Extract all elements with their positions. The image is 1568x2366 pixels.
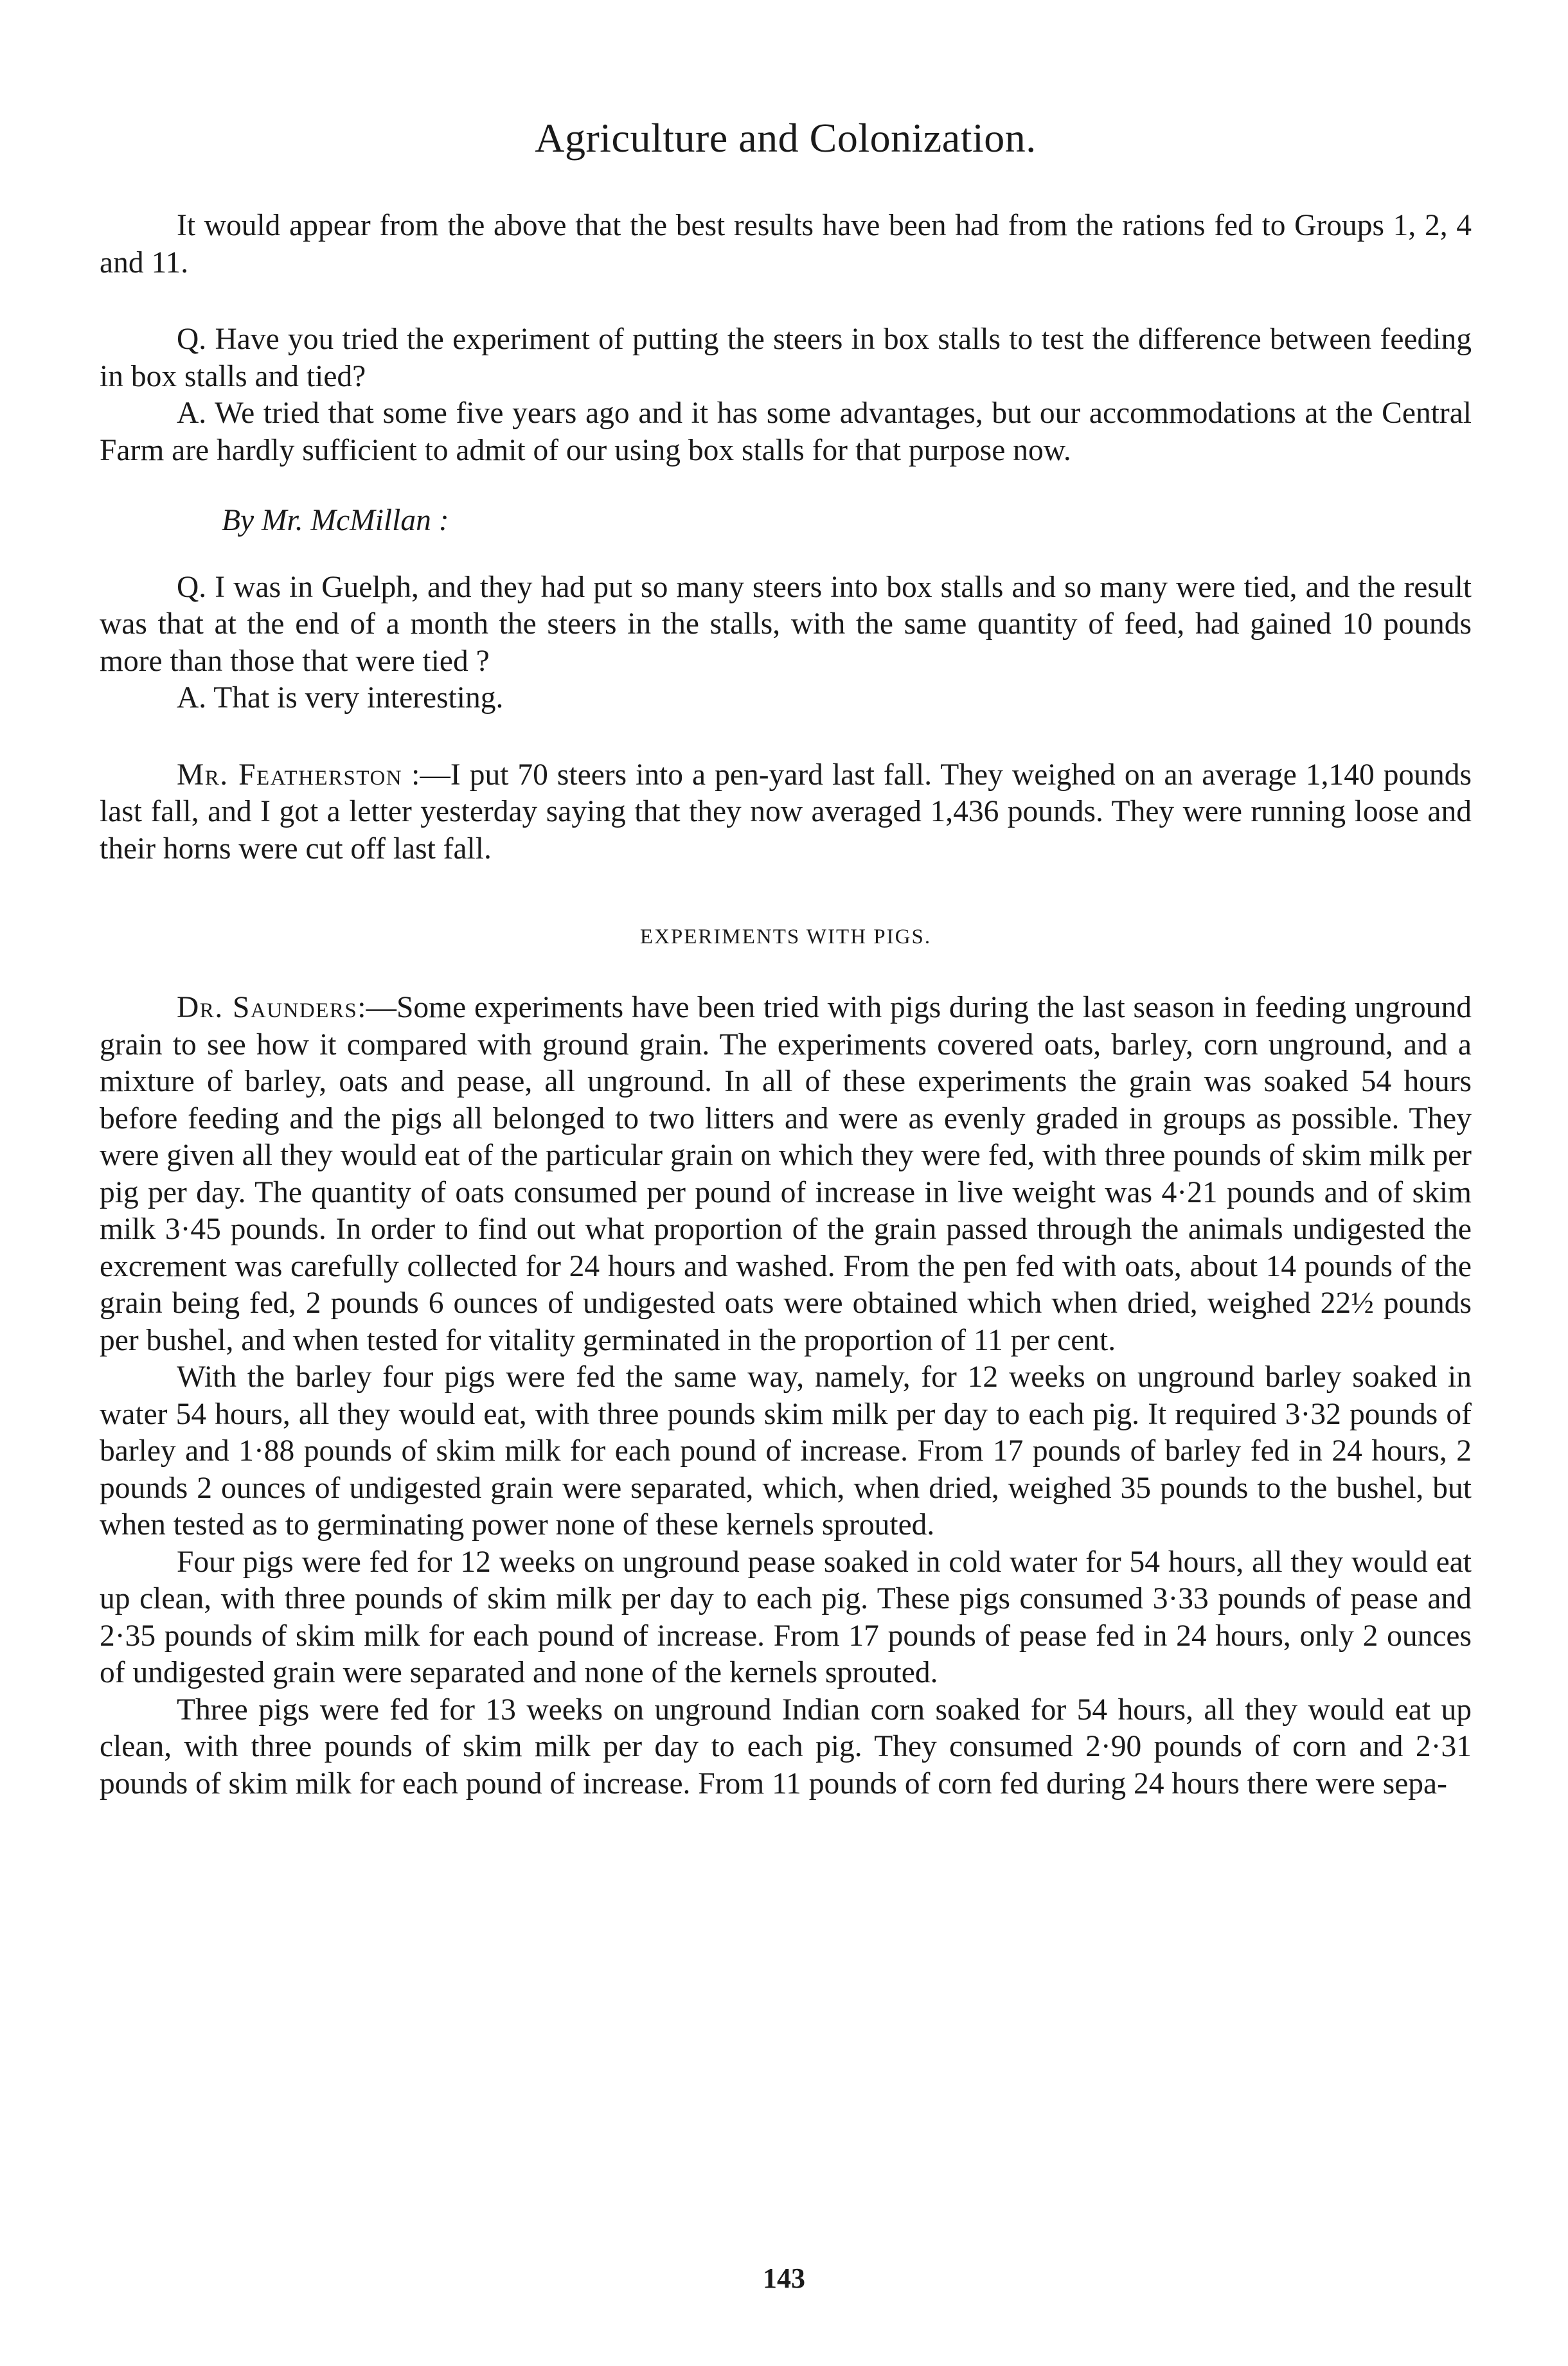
- page-header: Agriculture and Colonization.: [535, 115, 1037, 161]
- paragraph-pease: Four pigs were fed for 12 weeks on unground pease soaked in cold water for 54 hours, all they would eat up clean, with three pounds of skim milk per day to each pig. These pigs consumed 3·33 pounds of pease and 2·35 pounds of skim milk for each pound of increase. From 17 pounds of pease fed in 24 hours, only 2 ounces of undigested grain were separated and none of the kernels sprouted.: [100, 1545, 1472, 1689]
- paragraph-answer-box-stalls: A. We tried that some five years ago and it has some advantages, but our accommodations at the Central Farm are hardly sufficient to admit of our using box stalls for that purpose now.: [100, 396, 1472, 467]
- paragraph-barley: With the barley four pigs were fed the same way, namely, for 12 weeks on unground barley soaked in water 54 hours, all they would eat, with three pounds skim milk per day to each pig. It required 3·32 pounds of barley and 1·88 pounds of skim milk for each pound of increase. From 17 pounds of barley fed in 24 hours, 2 pounds 2 ounces of undigested grain were separated, which, when dried, weighed 35 pounds to the bushel, but when tested as to germinating power none of these kernels sprouted.: [100, 1360, 1472, 1542]
- paragraph-corn: Three pigs were fed for 13 weeks on unground Indian corn soaked for 54 hours, all they would eat up clean, with three pounds of skim milk per day to each pig. They consumed 2·90 pounds of corn and 2·31 pounds of skim milk for each pound of increase. From 11 pounds of corn fed during 24 hours there were sepa-: [100, 1693, 1472, 1801]
- page-number: 143: [763, 2263, 805, 2294]
- section-heading: EXPERIMENTS WITH PIGS.: [639, 925, 932, 948]
- speaker-name: Mr. Featherston: [177, 758, 403, 792]
- paragraph-conclusion: It would appear from the above that the best results have been had from the rations fed to Groups 1, 2, 4 and 11.: [100, 209, 1472, 280]
- paragraph-text: :—Some experiments have been tried with pigs during the last season in feeding unground grain to see how it compared with ground grain. The experiments covered oats, barley, corn unground, and a mixture of barley, oats and pease, all unground. In all of these experiments the grain was soaked 54 hours before feeding and the pigs all belonged to two litters and were as evenly graded in groups as possible. They were given all they would eat of the particular grain on which they were fed, with three pounds of skim milk per pig per day. The quantity of oats consumed per pound of increase in live weight was 4·21 pounds and of skim milk 3·45 pounds. In order to find out what proportion of the grain passed through the animals undigested the excrement was carefully collected for 24 hours and washed. From the pen fed with oats, about 14 pounds of the grain being fed, 2 pounds 6 ounces of undigested oats were obtained which when dried, weighed 22½ pounds per bushel, and when tested for vitality germinated in the proportion of 11 per cent.: [100, 991, 1472, 1357]
- paragraph-question-guelph: Q. I was in Guelph, and they had put so many steers into box stalls and so many were tied, and the result was that at the end of a month the steers in the stalls, with the same quantity of feed, had gained 10 pounds more than those that were tied ?: [100, 570, 1472, 678]
- paragraph-question-box-stalls: Q. Have you tried the experiment of putting the steers in box stalls to test the difference between feeding in box stalls and tied?: [100, 323, 1472, 393]
- document-page: [100, 112, 1472, 1802]
- paragraph-saunders: [100, 990, 1472, 1359]
- paragraph-text: :—I put 70 steers into a pen-yard last fall. They weighed on an average 1,140 pounds last fall, and I got a letter yesterday saying that they now averaged 1,436 pounds. They were running loose and their horns were cut off last fall.: [100, 758, 1472, 866]
- speaker-name: Dr. Saunders: [177, 991, 358, 1024]
- paragraph-featherston: [100, 757, 1472, 868]
- paragraph-answer-interesting: A. That is very interesting.: [177, 681, 504, 715]
- speaker-by-line: By Mr. McMillan :: [222, 504, 449, 537]
